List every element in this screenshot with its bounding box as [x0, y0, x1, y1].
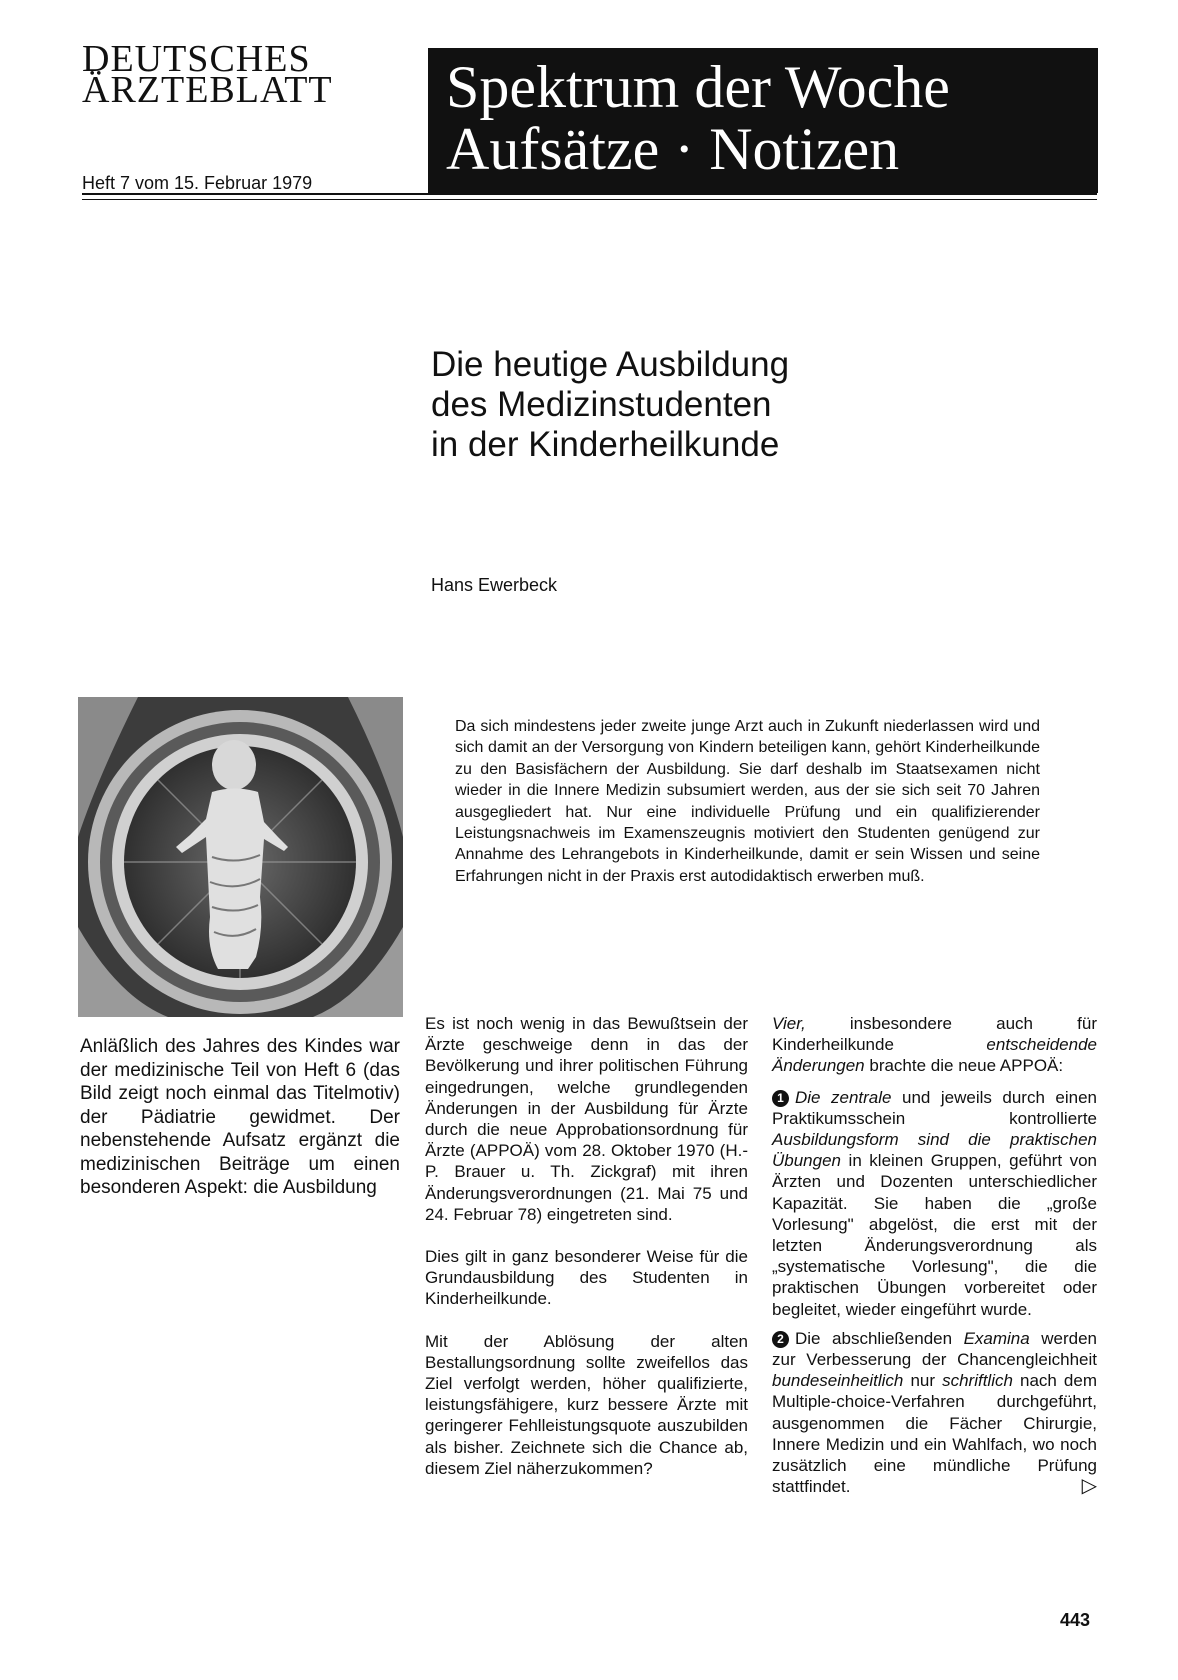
text: nach dem Multiple-choice-Verfahren durchgeführt, ausgenommen die Fächer Chirurgie, Innere Medizin und ein Wahlfach, wo noch zusätzlich eine mündliche Prüfung stattfindet.	[772, 1371, 1097, 1497]
italic-text: Die zentrale	[795, 1087, 892, 1107]
title-line-2: des Medizinstudenten	[431, 385, 772, 424]
banner-line1: Spektrum der Woche	[446, 54, 950, 120]
text: Die abschließenden	[795, 1328, 964, 1348]
italic-text: Ausbildungsform sind die praktischen Übungen	[772, 1130, 1097, 1171]
col2-paragraph-2: Dies gilt in ganz besonderer Weise für die Grundausbildung des Studenten in Kinderheilkunde.	[425, 1247, 748, 1309]
masthead	[82, 38, 412, 111]
page-number: 443	[1060, 1610, 1091, 1630]
col2-paragraph-3: Mit der Ablösung der alten Bestallungsordnung sollte zweifellos das Ziel verfolgt werden, höher qualifizierte, leistungsfähigere, kurz bessere Ärzte mit geringerer Fehlleistungsquote auszubilden als bisher. Zeichnete sich die Chance ab, diesem Ziel näherzukommen?	[425, 1331, 748, 1478]
text: in kleinen Gruppen, geführt von Ärzten und Dozenten unterschiedlicher Kapazität. Sie haben die „große Vorlesung" abgelöst, die erst mit der letzten Änderungsverordnung als „systematische Vorlesung", die die praktischen Übungen vorbereitet oder begleitet, wieder eingeführt wurde.	[772, 1151, 1097, 1319]
article-title	[431, 345, 1031, 465]
relief-photo	[78, 697, 403, 1017]
issue-date: Heft 7 vom 15. Februar 1979	[82, 173, 313, 193]
col3-paragraph-3	[772, 1328, 1097, 1498]
italic-text: bundeseinheitlich	[772, 1371, 904, 1391]
number-1-icon: 1	[772, 1090, 789, 1107]
masthead-line2: ÄRZTEBLATT	[82, 69, 333, 111]
text: nur	[903, 1371, 943, 1391]
author: Hans Ewerbeck	[431, 575, 558, 595]
continue-arrow-icon: ▷	[1081, 1475, 1097, 1498]
header-rule	[82, 193, 1097, 195]
body-column-3	[772, 1013, 1097, 1518]
text: werden zur Verbesserung der Chancengleichheit	[772, 1328, 1097, 1370]
title-line-3: in der Kinderheilkunde	[431, 425, 780, 464]
body-column-2	[425, 1013, 748, 1500]
masthead-line1: DEUTSCHES	[82, 38, 311, 80]
header-rule-thin	[82, 199, 1097, 200]
col3-paragraph-1	[772, 1013, 1097, 1077]
text: brachte die neue APPOÄ:	[864, 1056, 1064, 1076]
italic-text: schriftlich	[942, 1371, 1013, 1391]
col3-paragraph-2	[772, 1087, 1097, 1320]
article-abstract: Da sich mindestens jeder zweite junge Arzt auch in Zukunft niederlassen wird und sich damit an der Versorgung von Kindern beteiligen kann, gehört Kinderheilkunde zu den Basisfächern der Ausbildung. Sie darf deshalb im Staatsexamen nicht wieder in die Innere Medizin subsumiert werden, aus der sie sich seit 70 Jahren ausgegliedert hat. Nur eine individuelle Prüfung und ein qualifizierender Leistungsnachweis im Examenszeugnis motiviert den Studenten genügend zur Annahme des Lehrangebots in Kinderheilkunde, damit er sein Wissen und seine Erfahrungen nicht in der Praxis erst autodidaktisch erwerben muß.	[455, 718, 1040, 885]
photo-caption: Anläßlich des Jahres des Kindes war der medizinische Teil von Heft 6 (das Bild zeigt noch einmal das Titelmotiv) der Pädiatrie gewidmet. Der nebenstehende Aufsatz ergänzt die medizinischen Beiträge um einen besonderen Aspekt: die Ausbildung	[80, 1036, 400, 1198]
section-banner	[428, 48, 1098, 193]
relief-image	[78, 697, 403, 1017]
italic-text: entscheidende Änderungen	[772, 1035, 1097, 1076]
italic-text: Examina	[963, 1328, 1030, 1348]
banner-line2: Aufsätze · Notizen	[446, 116, 900, 182]
number-2-icon: 2	[772, 1331, 789, 1348]
col2-paragraph-1: Es ist noch wenig in das Bewußtsein der Ärzte geschweige denn in das der Bevölkerung und ihrer politischen Führung eingedrungen, welche grundlegenden Änderungen in der Ausbildung für Ärzte durch die neue Approbationsordnung für Ärzte (APPOÄ) vom 28. Oktober 1970 (H.-P. Brauer u. Th. Zickgraf) mit ihren Änderungsverordnungen (21. Mai 75 und 24. Februar 78) eingetreten sind.	[425, 1014, 748, 1224]
title-line-1: Die heutige Ausbildung	[431, 345, 790, 384]
text: und jeweils durch einen Praktikumsschein kontrollierte	[772, 1087, 1097, 1128]
text: insbesondere auch für Kinderheilkunde	[772, 1014, 1097, 1055]
italic-text: Vier,	[772, 1014, 806, 1033]
